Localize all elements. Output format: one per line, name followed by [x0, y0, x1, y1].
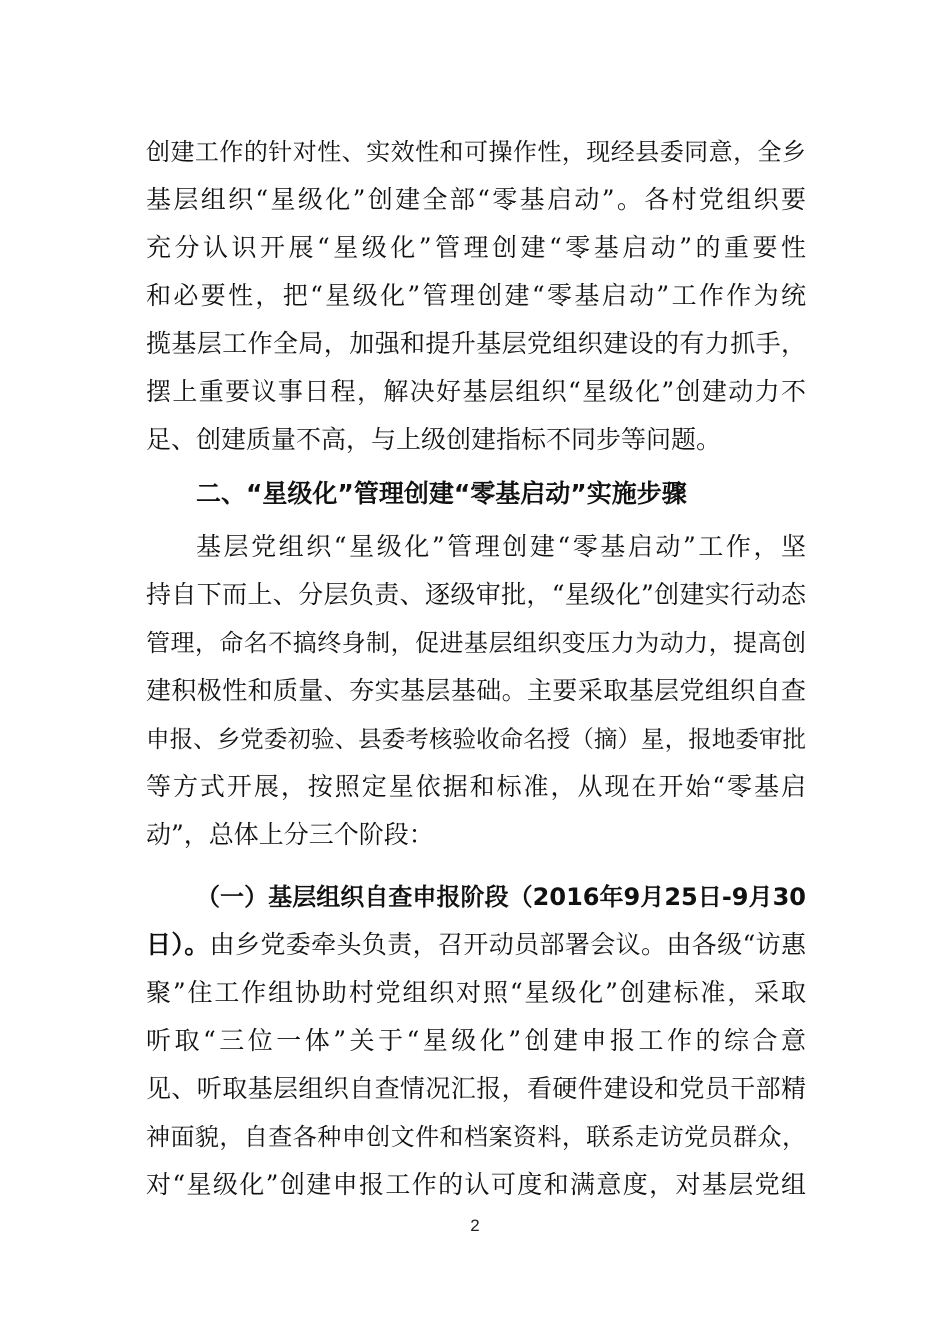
paragraph3-line-5: 见、听取基层组织自查情况汇报，看硬件建设和党员干部精 — [146, 1074, 806, 1103]
subsection-heading-end: 日）。 — [146, 930, 210, 959]
paragraph3-line-2 — [146, 925, 806, 965]
page-number: 2 — [470, 1216, 480, 1235]
paragraph1-line-1: 创建工作的针对性、实效性和可操作性，现经县委同意，全乡 — [146, 138, 806, 166]
paragraph2-line-7: 动”，总体上分三个阶段： — [146, 820, 434, 849]
paragraph3-line-3: 聚”住工作组协助村党组织对照“星级化”创建标准，采取 — [146, 978, 806, 1007]
paragraph1-line-6: 摆上重要议事日程，解决好基层组织“星级化”创建动力不 — [146, 377, 806, 406]
paragraph2-line-3: 管理，命名不搞终身制，促进基层组织变压力为动力，提高创 — [146, 629, 806, 657]
paragraph3-line-7: 对“星级化”创建申报工作的认可度和满意度，对基层党组 — [146, 1170, 806, 1199]
paragraph2-line-6: 等方式开展，按照定星依据和标准，从现在开始“零基启 — [146, 772, 806, 801]
paragraph1-line-4: 和必要性，把“星级化”管理创建“零基启动”工作作为统 — [146, 281, 806, 310]
paragraph3-line-4: 听取“三位一体”关于“星级化”创建申报工作的综合意 — [146, 1026, 806, 1055]
paragraph2-line-1: 基层党组织“星级化”管理创建“零基启动”工作，坚 — [196, 532, 806, 561]
paragraph1-line-5: 揽基层工作全局，加强和提升基层党组织建设的有力抓手， — [146, 329, 806, 358]
paragraph1-line-3: 充分认识开展“星级化”管理创建“零基启动”的重要性 — [146, 233, 806, 262]
paragraph2-line-2: 持自下而上、分层负责、逐级审批，“星级化”创建实行动态 — [146, 580, 806, 609]
paragraph1-line-2: 基层组织“星级化”创建全部“零基启动”。各村党组织要 — [146, 185, 806, 214]
subsection-heading: （一）基层组织自查申报阶段（2016年9月25日-9月30 — [196, 883, 806, 911]
paragraph3-line-2-text: 由乡党委牵头负责，召开动员部署会议。由各级“访惠 — [209, 930, 806, 959]
paragraph2-line-5: 申报、乡党委初验、县委考核验收命名授（摘）星，报地委审批 — [146, 725, 806, 753]
section-heading: 二、“星级化”管理创建“零基启动”实施步骤 — [196, 479, 687, 508]
paragraph3-line-6: 神面貌，自查各种申创文件和档案资料，联系走访党员群众， — [146, 1123, 806, 1151]
paragraph2-line-4: 建积极性和质量、夯实基层基础。主要采取基层党组织自查 — [146, 676, 806, 705]
paragraph1-line-7: 足、创建质量不高，与上级创建指标不同步等问题。 — [146, 425, 722, 454]
